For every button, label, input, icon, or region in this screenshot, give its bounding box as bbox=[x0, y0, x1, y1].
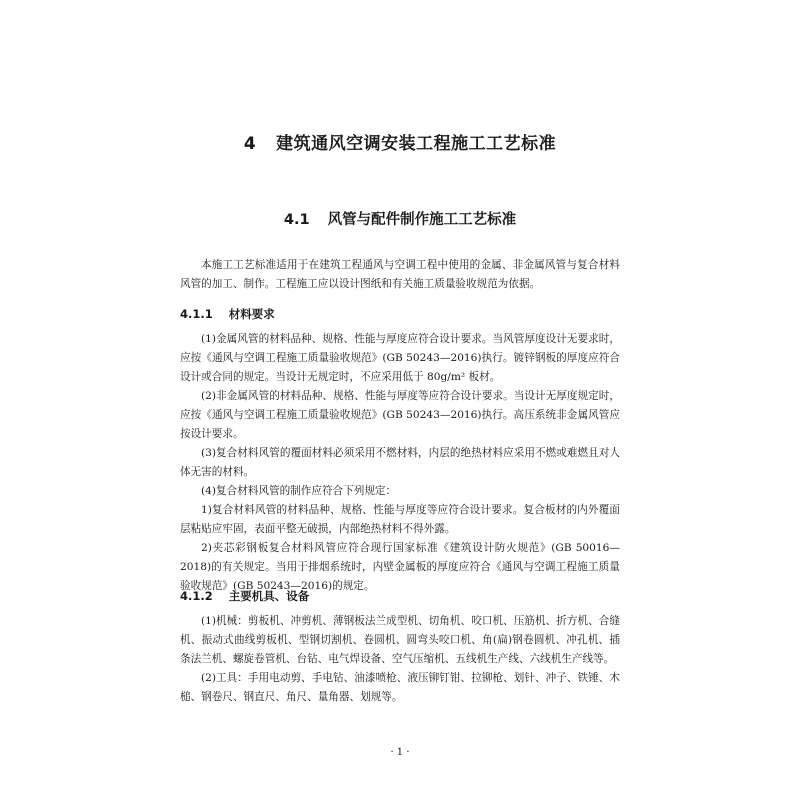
subsection-1-title bbox=[180, 306, 275, 322]
section-number: 4.1 bbox=[283, 212, 310, 228]
subsection-2-number: 4.1.2 bbox=[180, 589, 213, 603]
subsection-1-title-text: 材料要求 bbox=[228, 307, 275, 321]
section-title-text: 风管与配件制作施工工艺标准 bbox=[327, 212, 517, 228]
section-title bbox=[0, 208, 800, 229]
paragraph: (1)机械：剪板机、冲剪机、薄钢板法兰成型机、切角机、咬口机、压筋机、折方机、合缝机、振动式曲线剪板机、型钢切割机、卷圆机、圆弯头咬口机、角(扁)钢卷圆机、冲孔机、插条法兰机、螺旋卷管机、台钻、电气焊设备、空气压缩机、五线机生产线、六线机生产线等。 bbox=[180, 615, 620, 665]
paragraph: (2)非金属风管的材料品种、规格、性能与厚度等应符合设计要求。当设计无厚度规定时，应按《通风与空调工程施工质量验收规范》(GB 50243—2016)执行。高压系统非金属风管应按设计要求。 bbox=[180, 390, 620, 440]
paragraph: 2)夹芯彩钢板复合材料风管应符合现行国家标准《建筑设计防火规范》(GB 50016—2018)的有关规定。当用于排烟系统时，内壁金属板的厚度应符合《通风与空调工程施工质量验收规范》(GB 50243—2016)的规定。 bbox=[180, 542, 620, 592]
page-number: · 1 · bbox=[390, 747, 410, 758]
paragraph: (2)工具：手用电动剪、手电钻、油漆喷枪、液压铆钉钳、拉铆枪、划针、冲子、铁锤、木槌、钢卷尺、钢直尺、角尺、量角器、划规等。 bbox=[180, 672, 620, 703]
chapter-title bbox=[0, 129, 800, 154]
subsection-2-title bbox=[180, 588, 309, 604]
paragraph: (1)金属风管的材料品种、规格、性能与厚度应符合设计要求。当风管厚度设计无要求时，应按《通风与空调工程施工质量验收规范》(GB 50243—2016)执行。镀锌钢板的厚度应符合设计或合同的规定。当设计无规定时，不应采用低于 80g/m² 板材。 bbox=[180, 333, 620, 383]
intro-paragraph: 本施工工艺标准适用于在建筑工程通风与空调工程中使用的金属、非金属风管与复合材料风管的加工、制作。工程施工应以设计图纸和有关施工质量验收规范为依据。 bbox=[180, 259, 620, 290]
chapter-number: 4 bbox=[243, 134, 257, 154]
subsection-1-number: 4.1.1 bbox=[180, 307, 213, 321]
paragraph: 1)复合材料风管的材料品种、规格、性能与厚度等应符合设计要求。复合板材的内外覆面层粘贴应牢固，表面平整无破损，内部绝热材料不得外露。 bbox=[180, 504, 620, 535]
chapter-title-text: 建筑通风空调安装工程施工工艺标准 bbox=[276, 134, 557, 154]
paragraph: (3)复合材料风管的覆面材料必须采用不燃材料，内层的绝热材料应采用不燃或难燃且对人体无害的材料。 bbox=[180, 447, 620, 478]
subsection-2-title-text: 主要机具、设备 bbox=[228, 589, 310, 603]
paragraph: (4)复合材料风管的制作应符合下列规定： bbox=[201, 485, 397, 497]
